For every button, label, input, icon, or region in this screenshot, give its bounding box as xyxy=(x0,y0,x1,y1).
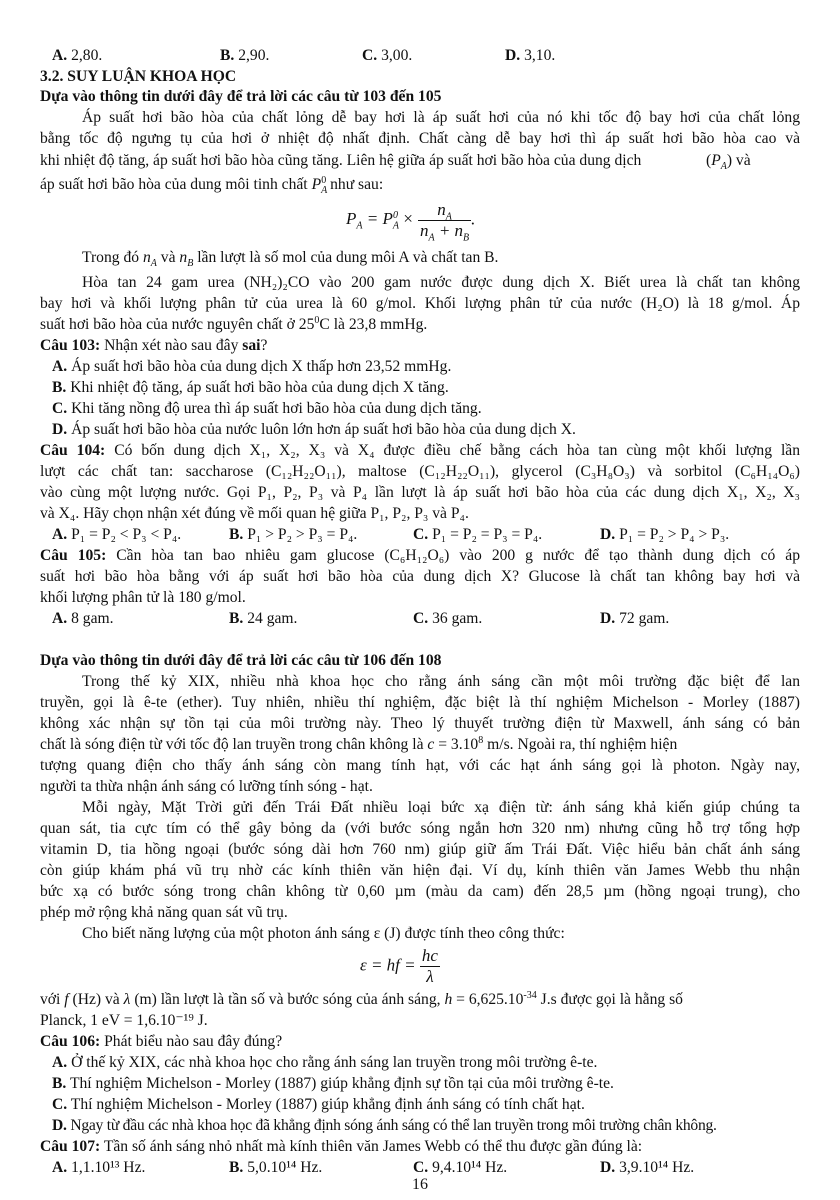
option-text: P₁ > P₂ > P₃ = P₄. xyxy=(247,526,358,543)
option-text: Khi nhiệt độ tăng, áp suất hơi bão hòa của dung dịch X tăng. xyxy=(70,379,449,396)
line-text: với xyxy=(40,991,61,1008)
question-105 xyxy=(40,545,800,566)
question-text: Tần số ánh sáng nhỏ nhất mà kính thiên văn James Webb có thể thu được gần đúng là: xyxy=(103,1138,643,1155)
option-c[interactable]: C. Thí nghiệm Michelson - Morley (1887) giúp khẳng định ánh sáng có tính chất hạt. xyxy=(52,1096,585,1113)
option-text: P₁ = P₂ > P₄ > P₃. xyxy=(619,526,730,543)
option-text: 3,9.10¹⁴ Hz. xyxy=(619,1159,695,1176)
option-text: 3,00. xyxy=(381,47,413,64)
line-text: Trong đó xyxy=(82,249,140,266)
line-text: và xyxy=(160,249,176,266)
paragraph-line: Hòa tan 24 gam urea (NH₂)₂CO vào 200 gam nước được dung dịch X. Biết urea là chất tan không xyxy=(82,274,800,291)
passage-header: Dựa vào thông tin dưới đây để trả lời các câu từ 106 đến 108 xyxy=(40,652,442,669)
option-text: 2,90. xyxy=(238,47,270,64)
line-text: áp suất hơi bão hòa của dung môi tinh chất xyxy=(40,176,308,193)
question-label: Câu 107: xyxy=(40,1138,101,1155)
option-text: Ngay từ đầu các nhà khoa học đã khẳng định sóng ánh sáng có thể lan truyền trong môi trường chân không. xyxy=(70,1117,717,1134)
paragraph-line: suất hơi bão hòa bằng với áp suất hơi bão hòa của dung dịch X? Glucose là chất tan không bay hơi và xyxy=(40,568,800,585)
option-c[interactable]: C. Khi tăng nồng độ urea thì áp suất hơi bão hòa của dung dịch tăng. xyxy=(52,400,482,417)
photon-energy-formula: ε = hf = $\frac{hc}{\lambda}$ xyxy=(360,946,438,986)
paragraph-line xyxy=(40,150,641,171)
option-a[interactable]: A. P₁ = P₂ < P₃ < P₄. xyxy=(52,526,182,543)
question-label: Câu 106: xyxy=(40,1033,101,1050)
option-d[interactable]: D. P₁ = P₂ > P₄ > P₃. xyxy=(600,526,730,543)
paragraph-line: chất là sóng điện từ với tốc độ lan truyền trong chân không là $c = 3.10^8$ m/s. Ngoài ra, thí nghiệm hiện xyxy=(40,734,678,753)
option-text: Khi tăng nồng độ urea thì áp suất hơi bão hòa của dung dịch tăng. xyxy=(71,400,482,417)
paragraph-line: với f (Hz) và λ (m) lần lượt là tần số và bước sóng của ánh sáng, $h = 6,625.10^{-34}$ J.s được gọi là hằng số xyxy=(40,989,683,1008)
option-text: Áp suất hơi bão hòa của nước luôn lớn hơn áp suất hơi bão hòa của dung dịch X. xyxy=(71,421,576,438)
paragraph-line: bằng tốc độ ngưng tụ của hơi ở nhiệt độ nhất định. Chất càng dễ bay hơi thì áp suất hơi bão hòa cao và xyxy=(40,130,800,147)
option-a[interactable]: A. Áp suất hơi bão hòa của dung dịch X thấp hơn 23,52 mmHg. xyxy=(52,358,452,375)
paragraph-line: bay hơi và khối lượng phân tử của urea là 60 g/mol. Khối lượng phân tử của nước (H₂O) là 18 g/mol. Áp xyxy=(40,295,800,312)
option-text: Thí nghiệm Michelson - Morley (1887) giúp khẳng định sự tồn tại của môi trường ê-te. xyxy=(69,1075,614,1092)
section-title: 3.2. SUY LUẬN KHOA HỌC xyxy=(40,68,237,85)
option-d[interactable]: D. 3,10. xyxy=(505,47,556,64)
paragraph-line: và X₄. Hãy chọn nhận xét đúng về mối quan hệ giữa P₁, P₂, P₃ và P₄. xyxy=(40,505,469,522)
paragraph-line: bức xạ có bước sóng trong chân không từ 0,60 µm (màu da cam) đến 28,5 µm (hồng ngoại trung), cho xyxy=(40,883,800,900)
paragraph-line: áp suất hơi bão hòa của dung môi tinh chất $P_A^0$ như sau: xyxy=(40,174,384,197)
paragraph-line: vào cùng một lượng nước. Gọi P₁, P₂, P₃ và P₄ lần lượt là áp suất hơi bão hòa của các dung dịch X₁, X₂, X₃ xyxy=(40,484,800,501)
paragraph-line: quan sát, tia cực tím có thể gây bỏng da (với bước sóng ngắn hơn 320 nm) nhưng cũng hỗ trợ tổng hợp xyxy=(40,820,800,837)
paragraph-line: người ta thừa nhận ánh sáng có lưỡng tính sóng - hạt. xyxy=(40,778,373,795)
vapor-pressure-formula: $P_A = P_A^0$ × $\frac{n_A}{n_A + n_B}$ . xyxy=(346,200,476,244)
paragraph-line: Planck, 1 eV = 1,6.10⁻¹⁹ J. xyxy=(40,1012,208,1029)
option-text: 1,1.10¹³ Hz. xyxy=(71,1159,146,1176)
option-b[interactable]: B. 5,0.10¹⁴ Hz. xyxy=(229,1159,323,1176)
passage-header: Dựa vào thông tin dưới đây để trả lời các câu từ 103 đến 105 xyxy=(40,88,442,105)
paragraph-line: lượt các chất tan: saccharose (C₁₂H₂₂O₁₁), maltose (C₁₂H₂₂O₁₁), glycerol (C₃H₈O₃) và sorbitol (C₆H₁₄O₆) xyxy=(40,463,800,480)
option-text: Ở thế kỷ XIX, các nhà khoa học cho rằng ánh sáng lan truyền trong môi trường ê-te. xyxy=(71,1054,598,1071)
option-text: 24 gam. xyxy=(247,610,298,627)
option-c[interactable]: C. 36 gam. xyxy=(413,610,483,627)
option-text: 9,4.10¹⁴ Hz. xyxy=(432,1159,508,1176)
line-text: suất hơi bão hòa của nước nguyên chất ở xyxy=(40,316,295,333)
option-a[interactable]: A. Ở thế kỷ XIX, các nhà khoa học cho rằng ánh sáng lan truyền trong môi trường ê-te. xyxy=(52,1054,598,1071)
paragraph-line: không xác nhận sự tồn tại của môi trường này. Theo lý thuyết trường điện từ Maxwell, ánh sáng có bản xyxy=(40,715,800,732)
page-number: 16 xyxy=(412,1176,428,1193)
line-text: là 23,8 mmHg. xyxy=(333,316,428,333)
option-b[interactable]: B. 24 gam. xyxy=(229,610,298,627)
paragraph-line: Trong thế kỷ XIX, nhiều nhà khoa học cho rằng ánh sáng cần một môi trường đặc biệt để lan xyxy=(82,673,800,690)
option-b[interactable]: B. 2,90. xyxy=(220,47,270,64)
line-text: lần lượt là số mol của dung môi A và chất tan B. xyxy=(197,249,499,266)
question-106 xyxy=(40,1031,282,1052)
line-text: m/s. Ngoài ra, thí nghiệm hiện xyxy=(487,736,678,753)
question-end: ? xyxy=(260,337,268,354)
option-text: 72 gam. xyxy=(619,610,670,627)
question-text: Nhận xét nào sau đây xyxy=(104,337,239,354)
line-text: khi nhiệt độ tăng, áp suất hơi bão hòa cũng tăng. Liên hệ giữa áp suất hơi bão hòa của dung dịch xyxy=(40,152,642,169)
option-a[interactable]: A. 8 gam. xyxy=(52,610,114,627)
option-a[interactable]: A. 1,1.10¹³ Hz. xyxy=(52,1159,146,1176)
option-c[interactable]: C. 9,4.10¹⁴ Hz. xyxy=(413,1159,508,1176)
paragraph-line: truyền, gọi là ê-te (ether). Tuy nhiên, nhiều thí nghiệm, đặc biệt là thí nghiệm Michelson - Morley (1887) xyxy=(40,694,800,711)
line-text: J.s được gọi là hằng số xyxy=(540,991,683,1008)
paragraph-line: phép mở rộng khả năng quan sát vũ trụ. xyxy=(40,904,288,921)
question-label: Câu 103: xyxy=(40,337,101,354)
option-b[interactable]: B. Khi nhiệt độ tăng, áp suất hơi bão hòa của dung dịch X tăng. xyxy=(52,379,449,396)
paragraph-line: tượng quang điện cho thấy ánh sáng còn mang tính hạt, với các hạt ánh sáng gọi là photon. Ngày nay, xyxy=(40,757,800,774)
question-text: Cần hòa tan bao nhiêu gam glucose (C₆H₁₂O₆) vào 200 g nước để tạo thành dung dịch có áp xyxy=(116,547,800,564)
option-d[interactable]: D. Ngay từ đầu các nhà khoa học đã khẳng định sóng ánh sáng có thể lan truyền trong môi trường chân không. xyxy=(52,1117,717,1134)
line-text: chất là sóng điện từ với tốc độ lan truyền trong chân không là xyxy=(40,736,424,753)
symbol-pa: $(P_A)$ và xyxy=(706,152,751,173)
option-c[interactable]: C. 3,00. xyxy=(362,47,413,64)
option-text: P₁ = P₂ = P₃ = P₄. xyxy=(432,526,543,543)
option-d[interactable]: D. Áp suất hơi bão hòa của nước luôn lớn hơn áp suất hơi bão hòa của dung dịch X. xyxy=(52,421,576,438)
option-d[interactable]: D. 3,9.10¹⁴ Hz. xyxy=(600,1159,695,1176)
line-text: như sau: xyxy=(330,176,384,193)
paragraph-line: còn giúp khám phá vũ trụ nhờ các kính thiên văn hiện đại. Ví dụ, kính thiên văn James Webb thu nhận xyxy=(40,862,800,879)
question-text: Phát biểu nào sau đây đúng? xyxy=(104,1033,283,1050)
option-text: P₁ = P₂ < P₃ < P₄. xyxy=(71,526,182,543)
question-label: Câu 104: xyxy=(40,442,106,459)
option-text: Thí nghiệm Michelson - Morley (1887) giúp khẳng định ánh sáng có tính chất hạt. xyxy=(70,1096,585,1113)
paragraph-line: vitamin D, tia hồng ngoại (bước sóng dài hơn 760 nm) giúp giữ ấm Trái Đất. Việc hiểu bản chất ánh sáng xyxy=(40,841,800,858)
paragraph-line: suất hơi bão hòa của nước nguyên chất ở $25^0C$ là 23,8 mmHg. xyxy=(40,314,428,333)
question-emphasis: sai xyxy=(242,337,261,354)
option-text: 2,80. xyxy=(71,47,103,64)
option-b[interactable]: B. P₁ > P₂ > P₃ = P₄. xyxy=(229,526,358,543)
option-a[interactable]: A. 2,80. xyxy=(52,47,103,64)
paragraph-line: Mỗi ngày, Mặt Trời gửi đến Trái Đất nhiều loại bức xạ điện từ: ánh sáng khả kiến giúp chúng ta xyxy=(82,799,800,816)
paragraph-line: Áp suất hơi bão hòa của chất lỏng dễ bay hơi là áp suất hơi của nó khi tốc độ bay hơi của chất lỏng xyxy=(82,109,800,126)
line-text: (Hz) và xyxy=(72,991,120,1008)
option-text: 36 gam. xyxy=(432,610,483,627)
option-text: 8 gam. xyxy=(71,610,114,627)
option-text: Áp suất hơi bão hòa của dung dịch X thấp hơn 23,52 mmHg. xyxy=(71,358,452,375)
option-c[interactable]: C. P₁ = P₂ = P₃ = P₄. xyxy=(413,526,543,543)
paragraph-line: khối lượng phân tử là 180 g/mol. xyxy=(40,589,246,606)
option-b[interactable]: B. Thí nghiệm Michelson - Morley (1887) giúp khẳng định sự tồn tại của môi trường ê-te. xyxy=(52,1075,614,1092)
question-103 xyxy=(40,335,267,356)
question-107 xyxy=(40,1136,642,1157)
question-104 xyxy=(40,440,800,461)
line-text: (m) lần lượt là tần số và bước sóng của ánh sáng, xyxy=(134,991,441,1008)
question-text: Có bốn dung dịch X₁, X₂, X₃ và X₄ được điều chế bằng cách hòa tan cùng một khối lượng lần xyxy=(114,442,800,459)
question-label: Câu 105: xyxy=(40,547,107,564)
option-text: 5,0.10¹⁴ Hz. xyxy=(247,1159,323,1176)
option-d[interactable]: D. 72 gam. xyxy=(600,610,670,627)
option-text: 3,10. xyxy=(524,47,556,64)
paragraph-line: Cho biết năng lượng của một photon ánh sáng ε (J) được tính theo công thức: xyxy=(82,925,565,942)
paragraph-line: Trong đó $n_A$ và $n_B$ lần lượt là số mol của dung môi A và chất tan B. xyxy=(82,249,499,270)
